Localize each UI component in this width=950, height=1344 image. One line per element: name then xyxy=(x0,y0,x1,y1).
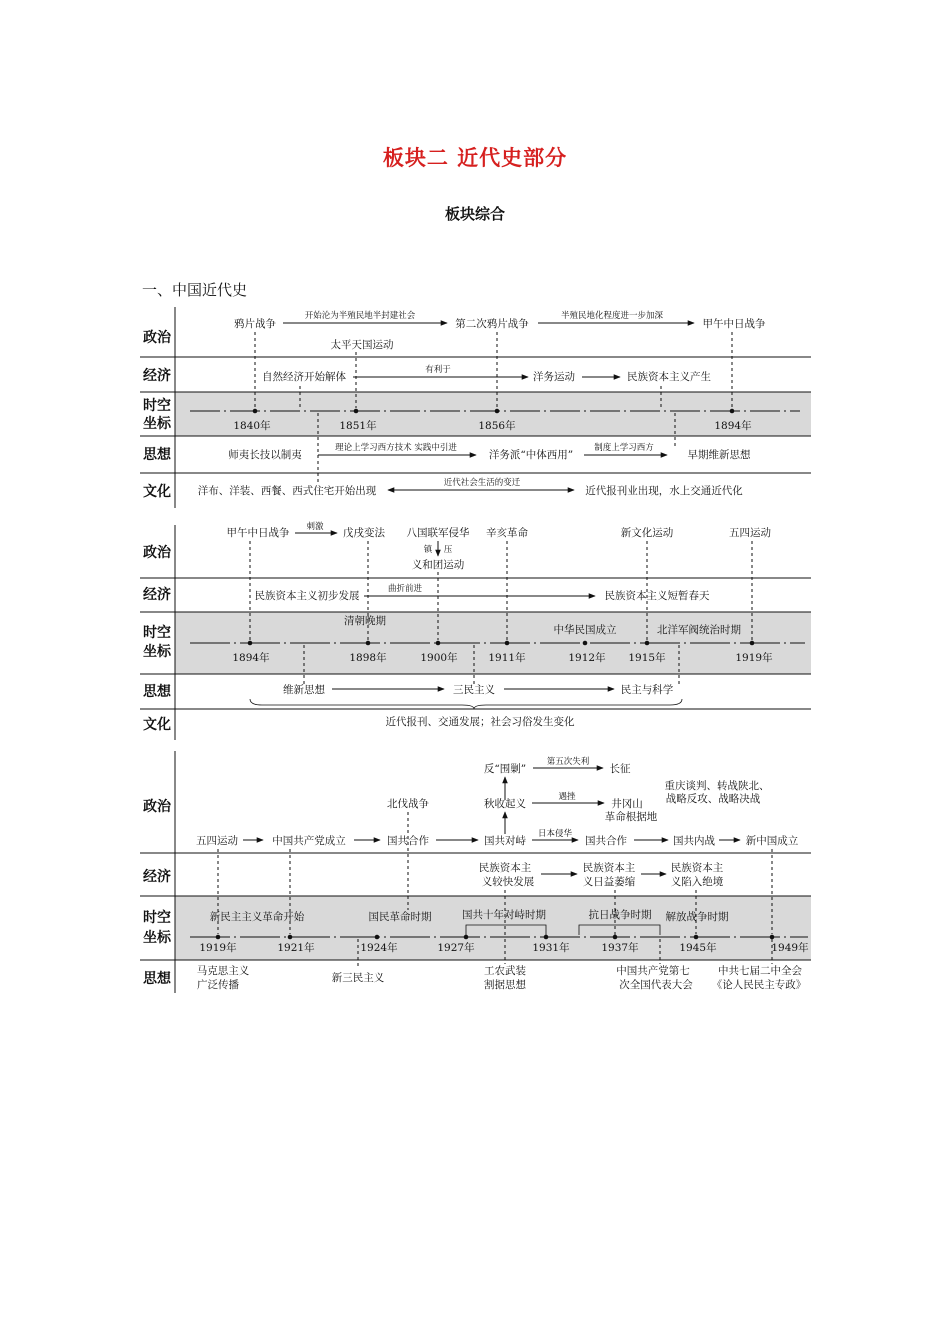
note-beneficial: 有利于 xyxy=(425,365,451,375)
period-anti-japanese: 抗日战争时期 xyxy=(588,909,652,921)
note-japan-invasion: 日本侵华 xyxy=(537,829,573,839)
row-label-thought-2: 思想 xyxy=(143,684,171,700)
year-1924: 1924年 xyxy=(360,942,398,954)
note-zigzag: 曲折前进 xyxy=(387,584,423,594)
event-zhongti-xiyong: 洋务派“中体西用” xyxy=(488,449,574,461)
year-1851: 1851年 xyxy=(339,420,377,432)
event-econ-c1: 民族资本主 xyxy=(670,862,724,874)
panel-2 xyxy=(140,521,811,740)
period-national-revolution: 国民革命时期 xyxy=(368,911,432,923)
event-western-lifestyle: 洋布、洋装、西餐、西式住宅开始出现 xyxy=(197,485,377,497)
note-suppress-2: 压 xyxy=(443,545,453,555)
period-late-qing: 清朝晚期 xyxy=(344,615,386,627)
event-westernization: 洋务运动 xyxy=(533,371,575,383)
year-1898: 1898年 xyxy=(349,652,387,664)
event-peoples-democratic: 《论人民民主专政》 xyxy=(711,979,807,991)
period-liberation: 解放战争时期 xyxy=(665,911,729,923)
event-long-march: 长征 xyxy=(609,763,631,775)
event-press-customs: 近代报刊、交通发展；社会习俗发生变化 xyxy=(385,716,575,728)
row-label-politics-3: 政治 xyxy=(143,799,171,815)
event-econ-b1: 民族资本主 xyxy=(582,862,636,874)
year-1919-3: 1919年 xyxy=(199,942,237,954)
row-label-politics: 政治 xyxy=(143,330,171,346)
year-1912: 1912年 xyxy=(568,652,606,664)
period-ten-year: 国共十年对峙时期 xyxy=(462,909,546,921)
event-reform-1898: 戊戌变法 xyxy=(343,527,385,539)
event-econ-a1: 民族资本主 xyxy=(478,862,532,874)
year-1900: 1900年 xyxy=(420,652,458,664)
page-title: 板块二 近代史部分 xyxy=(382,145,568,170)
event-eight-nation: 八国联军侵华 xyxy=(406,527,470,539)
event-prc-founded: 新中国成立 xyxy=(745,835,799,847)
note-deepen: 半殖民地化程度进一步加深 xyxy=(560,311,664,321)
note-setback: 遇挫 xyxy=(558,792,576,802)
page-subtitle: 板块综合 xyxy=(444,205,505,223)
period-beiyang: 北洋军阀统治时期 xyxy=(657,624,741,636)
event-jinggangshan-1: 井冈山 xyxy=(611,798,643,810)
event-econ-c2: 义陷入绝境 xyxy=(670,876,724,888)
event-capitalism-initial: 民族资本主义初步发展 xyxy=(254,590,360,602)
event-learn-west: 师夷长技以制夷 xyxy=(228,449,302,461)
event-armed-separatism-2: 割据思想 xyxy=(484,979,526,991)
event-may-fourth: 五四运动 xyxy=(729,527,771,539)
year-1915: 1915年 xyxy=(628,652,666,664)
event-may-fourth-3: 五四运动 xyxy=(196,835,238,847)
note-social-change: 近代社会生活的变迁 xyxy=(443,478,521,488)
event-anti-encirclement: 反“围剿” xyxy=(483,763,527,775)
row-label-timespace-3b: 坐标 xyxy=(143,930,171,946)
event-natural-economy: 自然经济开始解体 xyxy=(262,371,346,383)
year-1911: 1911年 xyxy=(488,652,526,664)
event-press-transport: 近代报刊业出现，水上交通近代化 xyxy=(585,485,743,497)
row-label-economy: 经济 xyxy=(143,368,171,384)
event-opium-war: 鸦片战争 xyxy=(234,318,276,330)
event-jinggangshan-2: 革命根据地 xyxy=(604,811,658,823)
event-sino-japanese-war: 甲午中日战争 xyxy=(702,318,766,330)
row-label-culture: 文化 xyxy=(143,484,171,500)
note-stimulate: 刺激 xyxy=(306,522,324,532)
year-1921: 1921年 xyxy=(277,942,315,954)
event-chongqing-2: 战略反攻、战略决战 xyxy=(665,793,761,805)
year-1894: 1894年 xyxy=(714,420,752,432)
event-xinhai: 辛亥革命 xyxy=(486,527,528,539)
event-armed-separatism-1: 工农武装 xyxy=(484,965,526,977)
year-1937: 1937年 xyxy=(601,942,639,954)
year-1919-2: 1919年 xyxy=(735,652,773,664)
event-second-opium-war: 第二次鸦片战争 xyxy=(455,318,529,330)
year-1840: 1840年 xyxy=(233,420,271,432)
year-1894-2: 1894年 xyxy=(232,652,270,664)
row-label-culture-2: 文化 xyxy=(143,717,171,733)
panel-1 xyxy=(140,307,811,508)
row-label-economy-2: 经济 xyxy=(143,587,171,603)
note-suppress-1: 镇 xyxy=(423,545,433,555)
event-seventh-congress-1: 中国共产党第七 xyxy=(616,965,690,977)
row-label-thought-3: 思想 xyxy=(143,971,171,987)
note-institution: 制度上学习西方 xyxy=(594,443,654,453)
row-label-timespace-2a: 时空 xyxy=(143,625,171,641)
row-label-timespace-3a: 时空 xyxy=(143,910,171,926)
event-new-three-principles: 新三民主义 xyxy=(331,972,385,984)
event-taiping: 太平天国运动 xyxy=(330,339,394,351)
event-capitalism-spring: 民族资本主义短暂春天 xyxy=(604,590,710,602)
event-democracy-science: 民主与科学 xyxy=(620,684,674,696)
year-1945: 1945年 xyxy=(679,942,717,954)
note-fifth-failure: 第五次失利 xyxy=(546,757,590,767)
event-marxism-1: 马克思主义 xyxy=(196,965,250,977)
event-econ-a2: 义较快发展 xyxy=(481,876,535,888)
year-1949: 1949年 xyxy=(771,942,809,954)
event-civil-war: 国共内战 xyxy=(673,835,715,847)
event-reform-thought: 维新思想 xyxy=(283,684,325,696)
row-label-politics-2: 政治 xyxy=(143,545,171,561)
row-label-timespace-2b: 坐标 xyxy=(143,644,171,660)
event-second-plenum: 中共七届二中全会 xyxy=(718,965,802,977)
event-ccp-founded: 中国共产党成立 xyxy=(272,835,346,847)
event-econ-b2: 义日益萎缩 xyxy=(582,876,636,888)
event-capitalism-born: 民族资本主义产生 xyxy=(627,371,711,383)
event-northern-expedition: 北伐战争 xyxy=(387,798,429,810)
year-1931: 1931年 xyxy=(532,942,570,954)
row-label-economy-3: 经济 xyxy=(143,869,171,885)
year-1927: 1927年 xyxy=(437,942,475,954)
event-confrontation: 国共对峙 xyxy=(484,835,526,847)
event-cooperation-2: 国共合作 xyxy=(585,835,627,847)
period-roc: 中华民国成立 xyxy=(553,624,617,636)
event-early-reform: 早期维新思想 xyxy=(687,449,751,461)
note-theory-practice: 理论上学习西方技术 实践中引进 xyxy=(335,443,457,453)
event-sino-japanese-war-2: 甲午中日战争 xyxy=(226,527,290,539)
year-1856: 1856年 xyxy=(478,420,516,432)
row-label-timespace-2: 坐标 xyxy=(143,416,171,432)
row-label-thought: 思想 xyxy=(143,447,171,463)
event-seventh-congress-2: 次全国代表大会 xyxy=(619,979,693,991)
event-cooperation-1: 国共合作 xyxy=(387,835,429,847)
event-new-culture: 新文化运动 xyxy=(620,527,674,539)
row-label-timespace-1: 时空 xyxy=(143,398,171,414)
event-autumn-harvest: 秋收起义 xyxy=(484,798,526,810)
section-heading: 一、中国近代史 xyxy=(142,281,248,299)
event-marxism-2: 广泛传播 xyxy=(197,979,239,991)
period-new-democratic: 新民主主义革命开始 xyxy=(209,911,305,923)
event-three-principles: 三民主义 xyxy=(453,684,495,696)
event-boxer: 义和团运动 xyxy=(411,559,465,571)
event-chongqing-1: 重庆谈判、转战陕北、 xyxy=(664,780,770,792)
panel-3 xyxy=(140,751,811,993)
note-semi-colonial: 开始沦为半殖民地半封建社会 xyxy=(304,311,416,321)
